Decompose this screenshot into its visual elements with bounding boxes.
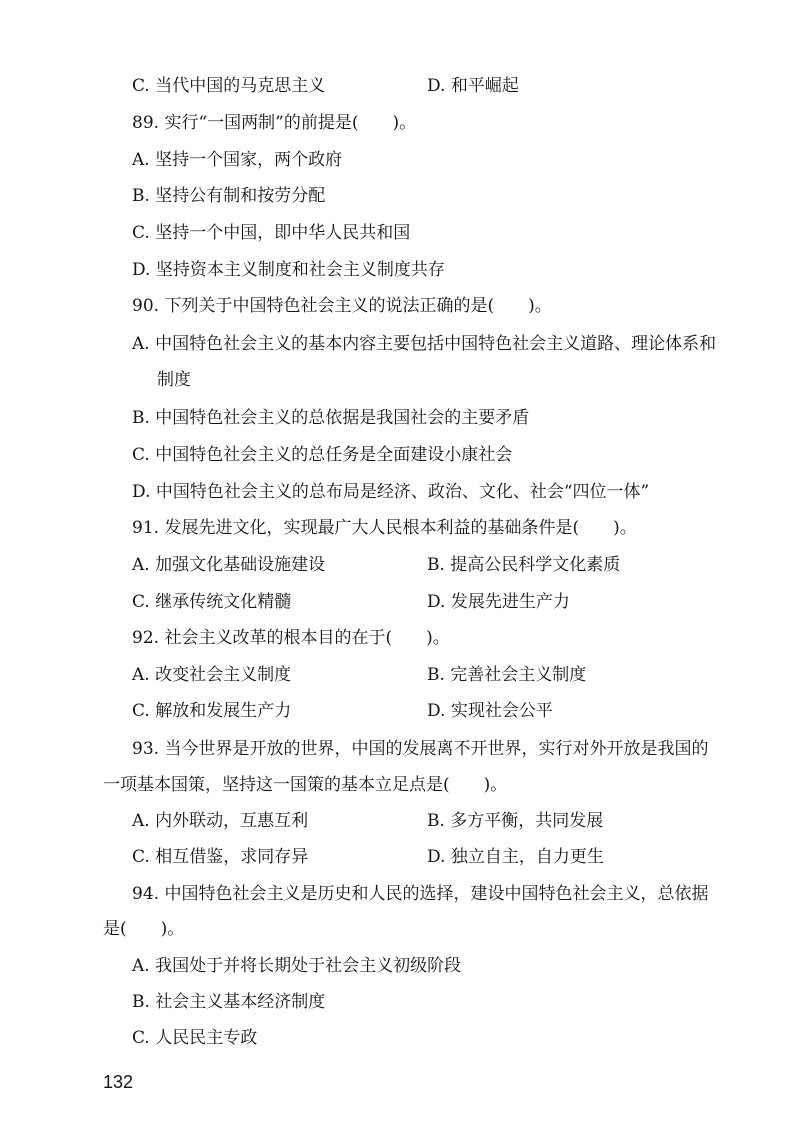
q91-option-b: B. 提高公民科学文化素质 bbox=[427, 555, 621, 575]
q92-option-a: A. 改变社会主义制度 bbox=[132, 665, 292, 685]
q91-stem: 91. 发展先进文化，实现最广大人民根本利益的基础条件是( )。 bbox=[132, 518, 637, 538]
q88-option-d: D. 和平崛起 bbox=[427, 76, 519, 96]
q94-stem-cont: 是( )。 bbox=[103, 919, 185, 939]
q89-option-b: B. 坚持公有制和按劳分配 bbox=[132, 186, 326, 206]
q92-option-b: B. 完善社会主义制度 bbox=[427, 665, 587, 685]
q89-stem: 89. 实行“一国两制”的前提是( )。 bbox=[132, 113, 417, 133]
q91-option-d: D. 发展先进生产力 bbox=[427, 592, 570, 612]
q93-option-a: A. 内外联动，互惠互利 bbox=[132, 811, 309, 831]
q93-option-c: C. 相互借鉴，求同存异 bbox=[132, 847, 309, 867]
q92-option-c: C. 解放和发展生产力 bbox=[132, 701, 292, 721]
q93-option-d: D. 独立自主，自力更生 bbox=[427, 847, 604, 867]
q94-option-c: C. 人民民主专政 bbox=[132, 1028, 258, 1048]
q94-stem: 94. 中国特色社会主义是历史和人民的选择，建设中国特色社会主义，总依据 bbox=[132, 884, 709, 904]
q89-option-d: D. 坚持资本主义制度和社会主义制度共存 bbox=[132, 260, 445, 280]
q90-option-b: B. 中国特色社会主义的总依据是我国社会的主要矛盾 bbox=[132, 408, 530, 428]
q93-option-b: B. 多方平衡，共同发展 bbox=[427, 811, 604, 831]
q92-option-d: D. 实现社会公平 bbox=[427, 701, 553, 721]
q92-stem: 92. 社会主义改革的根本目的在于( )。 bbox=[132, 628, 450, 648]
q91-option-c: C. 继承传统文化精髓 bbox=[132, 592, 292, 612]
q90-option-a-cont: 制度 bbox=[157, 370, 191, 390]
q89-option-c: C. 坚持一个中国，即中华人民共和国 bbox=[132, 223, 411, 243]
page-number: 132 bbox=[103, 1072, 134, 1092]
q90-option-d: D. 中国特色社会主义的总布局是经济、政治、文化、社会“四位一体” bbox=[132, 482, 650, 502]
q93-stem: 93. 当今世界是开放的世界，中国的发展离不开世界，实行对外开放是我国的 bbox=[132, 739, 709, 759]
q94-option-a: A. 我国处于并将长期处于社会主义初级阶段 bbox=[132, 956, 462, 976]
q93-stem-cont: 一项基本国策，坚持这一国策的基本立足点是( )。 bbox=[103, 775, 508, 795]
q94-option-b: B. 社会主义基本经济制度 bbox=[132, 992, 326, 1012]
q89-option-a: A. 坚持一个国家，两个政府 bbox=[132, 150, 343, 170]
q90-option-a: A. 中国特色社会主义的基本内容主要包括中国特色社会主义道路、理论体系和 bbox=[132, 334, 717, 354]
q91-option-a: A. 加强文化基础设施建设 bbox=[132, 555, 326, 575]
q90-option-c: C. 中国特色社会主义的总任务是全面建设小康社会 bbox=[132, 445, 513, 465]
q90-stem: 90. 下列关于中国特色社会主义的说法正确的是( )。 bbox=[132, 296, 552, 316]
q88-option-c: C. 当代中国的马克思主义 bbox=[132, 76, 326, 96]
